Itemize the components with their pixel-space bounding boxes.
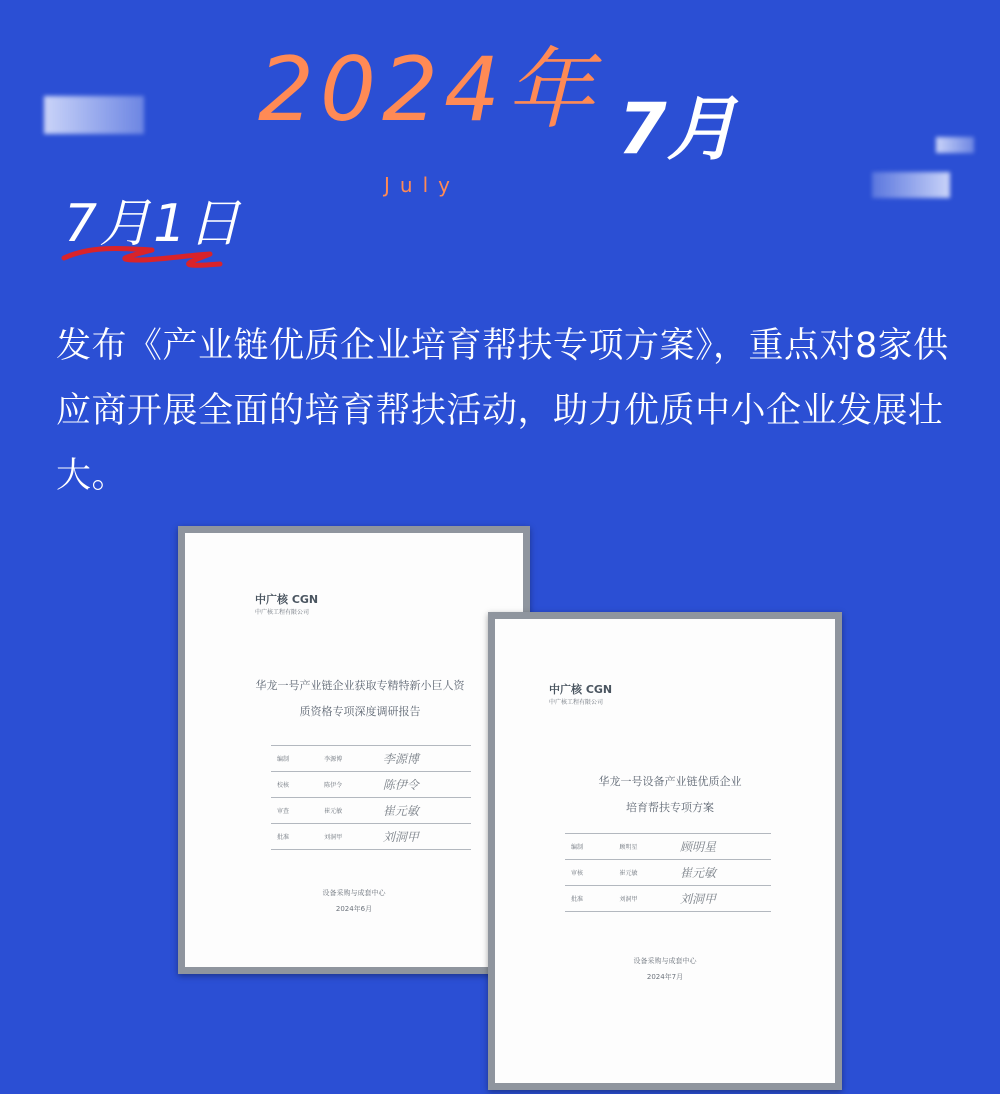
signature-cell: 刘洞甲 <box>377 824 471 850</box>
table-row <box>565 886 771 912</box>
issuer-line: 设备采购与成套中心 <box>633 957 697 965</box>
table-row <box>565 834 771 860</box>
name-cell: 刘洞甲 <box>613 886 674 912</box>
document-scan-cultivation-plan <box>488 612 842 1090</box>
date-line: 2024年7月 <box>646 973 684 981</box>
signature-cell: 崔元敏 <box>674 860 771 886</box>
signature-cell: 刘洞甲 <box>674 886 771 912</box>
document-title-line: 质资格专项深度调研报告 <box>299 705 421 718</box>
table-row <box>271 772 471 798</box>
company-name: 中广核工程有限公司 <box>255 609 310 616</box>
document-footer <box>495 953 835 985</box>
signature-cell: 李源博 <box>377 746 471 772</box>
role-cell: 批准 <box>565 886 613 912</box>
name-cell: 刘洞甲 <box>318 824 377 850</box>
table-row <box>271 798 471 824</box>
role-cell: 编制 <box>565 834 613 860</box>
role-cell: 编制 <box>271 746 318 772</box>
document-title-line: 华龙一号产业链企业获取专精特新小巨人资 <box>255 679 465 692</box>
name-cell: 崔元敏 <box>318 798 377 824</box>
role-cell: 校核 <box>271 772 318 798</box>
document-title <box>225 673 495 725</box>
cgn-logo: 中广核 CGN <box>255 593 319 606</box>
signature-table <box>271 745 471 850</box>
month-heading: 7月 <box>618 88 737 170</box>
document-footer <box>185 885 523 917</box>
decor-bar-right-top <box>936 137 974 153</box>
name-cell: 李源博 <box>318 746 377 772</box>
role-cell: 审查 <box>271 798 318 824</box>
name-cell: 崔元敏 <box>613 860 674 886</box>
role-cell: 批准 <box>271 824 318 850</box>
red-underline-scribble <box>60 238 225 272</box>
document-title-line: 华龙一号设备产业链优质企业 <box>598 775 742 788</box>
signature-table <box>565 833 771 912</box>
entry-description: 发布《产业链优质企业培育帮扶专项方案》，重点对8家供应商开展全面的培育帮扶活动，助力优质中小企业发展壮大。 <box>56 326 949 496</box>
year-heading: 2024年 <box>258 38 600 141</box>
role-cell: 审核 <box>565 860 613 886</box>
issuer-line: 设备采购与成套中心 <box>322 889 386 897</box>
document-title <box>535 769 805 821</box>
decor-bar-right <box>872 172 950 198</box>
table-row <box>271 746 471 772</box>
signature-cell: 陈伊令 <box>377 772 471 798</box>
name-cell: 陈伊令 <box>318 772 377 798</box>
document-title-line: 培育帮扶专项方案 <box>626 801 714 814</box>
entry-date: 7月1日 <box>64 194 243 254</box>
name-cell: 顾明星 <box>613 834 674 860</box>
month-english: July <box>384 173 460 197</box>
signature-cell: 顾明星 <box>674 834 771 860</box>
table-row <box>271 824 471 850</box>
company-name: 中广核工程有限公司 <box>549 699 604 706</box>
signature-cell: 崔元敏 <box>377 798 471 824</box>
decor-bar-left <box>44 96 144 134</box>
table-row <box>565 860 771 886</box>
document-scan-research-report <box>178 526 530 974</box>
date-line: 2024年6月 <box>335 905 373 913</box>
cgn-logo: 中广核 CGN <box>549 683 613 696</box>
